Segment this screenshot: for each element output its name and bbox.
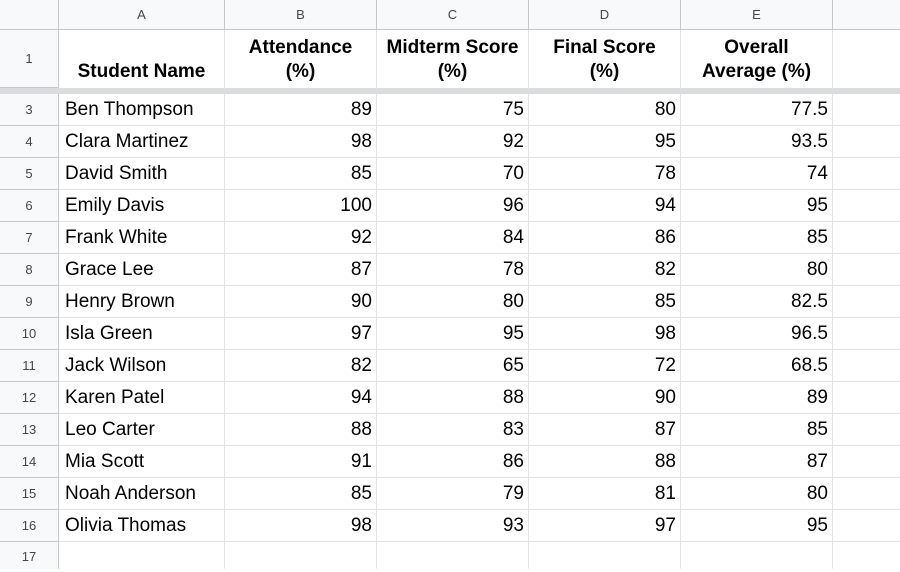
cell-final[interactable]: 80 (529, 94, 681, 126)
cell-midterm[interactable]: 80 (377, 286, 529, 318)
empty-cell[interactable] (377, 542, 529, 569)
cell-overall[interactable]: 95 (681, 510, 833, 542)
row-header[interactable]: 14 (0, 446, 59, 478)
cell-attendance[interactable]: 87 (225, 254, 377, 286)
cell-attendance[interactable]: 98 (225, 126, 377, 158)
row-header[interactable]: 16 (0, 510, 59, 542)
empty-cell[interactable] (833, 94, 900, 126)
row-header[interactable]: 8 (0, 254, 59, 286)
column-header-d[interactable]: D (529, 0, 681, 30)
header-overall[interactable] (681, 30, 833, 88)
cell-student-name[interactable]: Ben Thompson (59, 94, 225, 126)
header-midterm-line1: Midterm Score (386, 37, 519, 58)
cell-attendance[interactable]: 98 (225, 510, 377, 542)
cell-midterm[interactable]: 70 (377, 158, 529, 190)
cell-final[interactable]: 72 (529, 350, 681, 382)
row-header[interactable]: 11 (0, 350, 59, 382)
cell-attendance[interactable]: 90 (225, 286, 377, 318)
cell-student-name[interactable]: Henry Brown (59, 286, 225, 318)
cell-overall[interactable]: 93.5 (681, 126, 833, 158)
cell-attendance[interactable]: 100 (225, 190, 377, 222)
empty-cell[interactable] (833, 350, 900, 382)
cell-overall[interactable]: 95 (681, 190, 833, 222)
row-header[interactable]: 15 (0, 478, 59, 510)
cell-attendance[interactable]: 82 (225, 350, 377, 382)
cell-overall[interactable]: 68.5 (681, 350, 833, 382)
cell-midterm[interactable]: 96 (377, 190, 529, 222)
cell-student-name[interactable]: Isla Green (59, 318, 225, 350)
header-attendance-line1: Attendance (248, 37, 353, 58)
header-attendance[interactable] (225, 30, 377, 88)
row-header[interactable]: 3 (0, 94, 59, 126)
header-student-name-label: Student Name (77, 61, 206, 82)
cell-midterm[interactable]: 86 (377, 446, 529, 478)
header-midterm-line2: (%) (437, 61, 468, 82)
empty-cell[interactable] (833, 382, 900, 414)
cell-midterm[interactable]: 88 (377, 382, 529, 414)
cell-attendance[interactable]: 92 (225, 222, 377, 254)
cell-final[interactable]: 90 (529, 382, 681, 414)
cell-final[interactable]: 81 (529, 478, 681, 510)
select-all-corner[interactable] (0, 0, 59, 30)
cell-student-name[interactable]: Leo Carter (59, 414, 225, 446)
cell-overall[interactable]: 85 (681, 414, 833, 446)
cell-overall[interactable]: 80 (681, 254, 833, 286)
empty-cell[interactable] (59, 542, 225, 569)
cell-final[interactable]: 87 (529, 414, 681, 446)
header-final-line1: Final Score (553, 37, 656, 58)
header-attendance-line2: (%) (285, 61, 316, 82)
cell-midterm[interactable]: 92 (377, 126, 529, 158)
cell-overall[interactable]: 77.5 (681, 94, 833, 126)
empty-cell[interactable] (833, 542, 900, 569)
cell-student-name[interactable]: Clara Martinez (59, 126, 225, 158)
cell-overall[interactable]: 87 (681, 446, 833, 478)
cell-midterm[interactable]: 84 (377, 222, 529, 254)
empty-cell[interactable] (833, 510, 900, 542)
header-overall-line1: Overall (724, 37, 789, 58)
cell-attendance[interactable]: 89 (225, 94, 377, 126)
empty-cell[interactable] (833, 318, 900, 350)
empty-cell[interactable] (225, 542, 377, 569)
row-header-1[interactable]: 1 (0, 30, 59, 88)
cell-final[interactable]: 95 (529, 126, 681, 158)
row-header[interactable]: 6 (0, 190, 59, 222)
cell-student-name[interactable]: Olivia Thomas (59, 510, 225, 542)
cell-midterm[interactable]: 65 (377, 350, 529, 382)
header-overall-line2: Average (%) (701, 61, 812, 82)
cell-attendance[interactable]: 97 (225, 318, 377, 350)
cell-student-name[interactable]: David Smith (59, 158, 225, 190)
empty-cell[interactable] (833, 222, 900, 254)
cell-final[interactable]: 94 (529, 190, 681, 222)
column-header-f[interactable] (833, 0, 900, 30)
row-header[interactable]: 10 (0, 318, 59, 350)
header-student-name[interactable] (59, 30, 225, 88)
header-final-line2: (%) (589, 61, 620, 82)
row-header-17[interactable]: 17 (0, 542, 59, 569)
cell-student-name[interactable]: Noah Anderson (59, 478, 225, 510)
empty-cell[interactable] (833, 190, 900, 222)
empty-cell[interactable] (833, 254, 900, 286)
cell-midterm[interactable]: 75 (377, 94, 529, 126)
cell-attendance[interactable]: 88 (225, 414, 377, 446)
column-header-e[interactable]: E (681, 0, 833, 30)
header-empty-f[interactable] (833, 30, 900, 88)
cell-student-name[interactable]: Emily Davis (59, 190, 225, 222)
cell-overall[interactable]: 96.5 (681, 318, 833, 350)
row-header[interactable]: 12 (0, 382, 59, 414)
row-header[interactable]: 5 (0, 158, 59, 190)
cell-overall[interactable]: 80 (681, 478, 833, 510)
empty-cell[interactable] (833, 158, 900, 190)
row-header[interactable]: 7 (0, 222, 59, 254)
cell-final[interactable]: 97 (529, 510, 681, 542)
cell-midterm[interactable]: 95 (377, 318, 529, 350)
cell-attendance[interactable]: 91 (225, 446, 377, 478)
cell-student-name[interactable]: Mia Scott (59, 446, 225, 478)
cell-midterm[interactable]: 83 (377, 414, 529, 446)
cell-attendance[interactable]: 85 (225, 158, 377, 190)
empty-cell[interactable] (833, 286, 900, 318)
empty-cell[interactable] (833, 478, 900, 510)
cell-midterm[interactable]: 93 (377, 510, 529, 542)
cell-student-name[interactable]: Karen Patel (59, 382, 225, 414)
cell-attendance[interactable]: 85 (225, 478, 377, 510)
cell-overall[interactable]: 85 (681, 222, 833, 254)
empty-cell[interactable] (833, 126, 900, 158)
row-header[interactable]: 9 (0, 286, 59, 318)
cell-overall[interactable]: 82.5 (681, 286, 833, 318)
cell-student-name[interactable]: Frank White (59, 222, 225, 254)
empty-cell[interactable] (681, 542, 833, 569)
empty-cell[interactable] (833, 414, 900, 446)
row-header[interactable]: 4 (0, 126, 59, 158)
cell-overall[interactable]: 89 (681, 382, 833, 414)
header-final[interactable] (529, 30, 681, 88)
column-header-c[interactable]: C (377, 0, 529, 30)
cell-final[interactable]: 82 (529, 254, 681, 286)
cell-attendance[interactable]: 94 (225, 382, 377, 414)
header-midterm[interactable] (377, 30, 529, 88)
cell-midterm[interactable]: 78 (377, 254, 529, 286)
cell-final[interactable]: 86 (529, 222, 681, 254)
cell-final[interactable]: 85 (529, 286, 681, 318)
row-header[interactable]: 13 (0, 414, 59, 446)
column-header-b[interactable]: B (225, 0, 377, 30)
cell-student-name[interactable]: Jack Wilson (59, 350, 225, 382)
cell-final[interactable]: 78 (529, 158, 681, 190)
cell-final[interactable]: 88 (529, 446, 681, 478)
cell-final[interactable]: 98 (529, 318, 681, 350)
cell-student-name[interactable]: Grace Lee (59, 254, 225, 286)
empty-cell[interactable] (833, 446, 900, 478)
cell-midterm[interactable]: 79 (377, 478, 529, 510)
cell-overall[interactable]: 74 (681, 158, 833, 190)
column-header-a[interactable]: A (59, 0, 225, 30)
empty-cell[interactable] (529, 542, 681, 569)
